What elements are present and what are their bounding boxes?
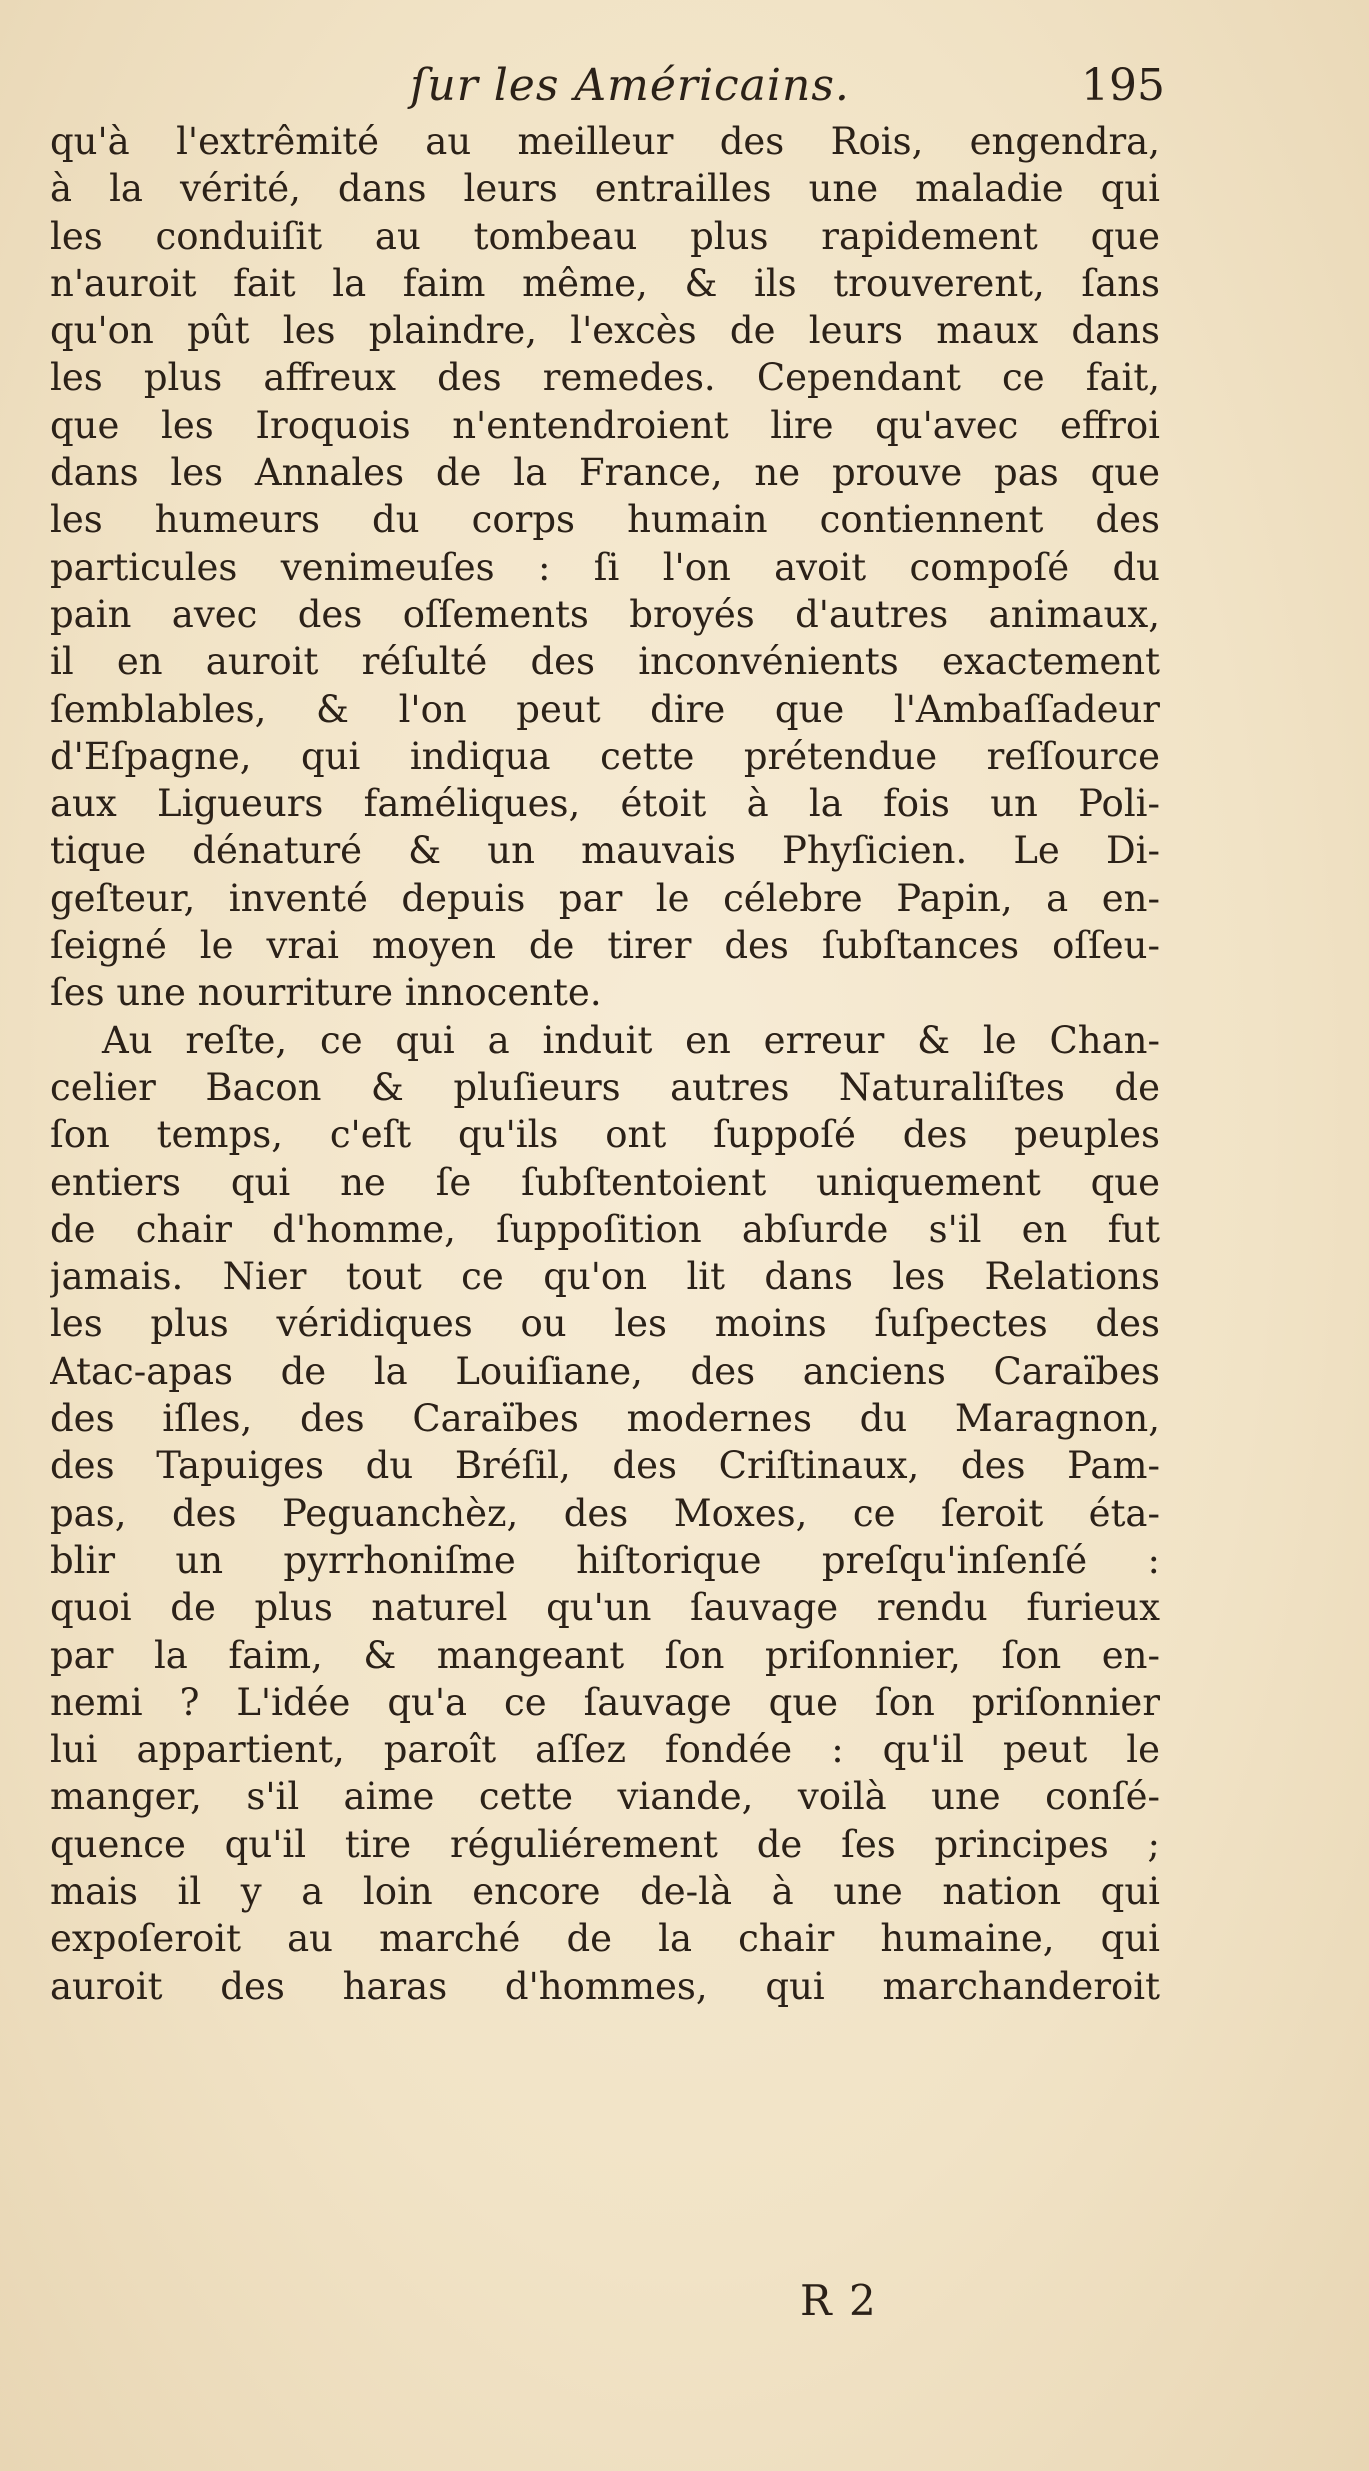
text-line: Au reſte, ce qui a induit en erreur & le Chan- [102, 1018, 1160, 1062]
text-line: quoi de plus naturel qu'un ſauvage rendu furieux [50, 1586, 1160, 1630]
text-line: les conduiſit au tombeau plus rapidement que [50, 214, 1160, 258]
text-line: manger, s'il aime cette viande, voilà une conſé- [50, 1775, 1160, 1819]
text-line: entiers qui ne ſe ſubſtentoient uniquement que [50, 1160, 1160, 1204]
text-line: qu'on pût les plaindre, l'excès de leurs maux dans [50, 309, 1160, 353]
text-line: les plus affreux des remedes. Cependant ce fait, [50, 356, 1160, 400]
text-line: des iſles, des Caraïbes modernes du Maragnon, [50, 1397, 1160, 1441]
text-line: auroit des haras d'hommes, qui marchanderoit [50, 1964, 1160, 2008]
text-line: ſemblables, & l'on peut dire que l'Ambaſſadeur [50, 687, 1160, 731]
text-line: ſes une nourriture innocente. [50, 971, 602, 1015]
text-line: quence qu'il tire réguliérement de ſes principes ; [50, 1822, 1160, 1866]
text-line: particules venimeuſes : ſi l'on avoit compoſé du [50, 545, 1160, 589]
text-line: de chair d'homme, ſuppoſition abſurde s'il en fut [50, 1207, 1160, 1251]
text-line: pain avec des oſſements broyés d'autres animaux, [50, 592, 1160, 636]
text-line: les plus véridiques ou les moins ſuſpectes des [50, 1302, 1160, 1346]
body-text [50, 118, 1160, 2010]
text-line: à la vérité, dans leurs entrailles une maladie qui [50, 167, 1160, 211]
text-line: n'auroit fait la faim même, & ils trouverent, ſans [50, 261, 1160, 305]
text-line: ſon temps, c'eſt qu'ils ont ſuppoſé des peuples [50, 1113, 1160, 1157]
text-line: dans les Annales de la France, ne prouve pas que [50, 451, 1160, 495]
running-title: ſur les Américains. [410, 60, 850, 111]
text-line: les humeurs du corps humain contiennent des [50, 498, 1160, 542]
text-line: mais il y a loin encore de-là à une nation qui [50, 1869, 1160, 1913]
paragraph-1 [50, 118, 1160, 1017]
text-line: celier Bacon & pluſieurs autres Naturaliſtes de [50, 1065, 1160, 1109]
paragraph-2 [50, 1017, 1160, 2010]
text-line: Atac-apas de la Louiſiane, des anciens Caraïbes [50, 1349, 1160, 1393]
signature-mark: R 2 [800, 2276, 878, 2325]
text-line: des Tapuiges du Bréſil, des Criſtinaux, des Pam- [50, 1444, 1160, 1488]
text-line: lui appartient, paroît aſſez fondée : qu'il peut le [50, 1728, 1160, 1772]
text-line: blir un pyrrhoniſme hiſtorique preſqu'inſenſé : [50, 1538, 1160, 1582]
text-line: que les Iroquois n'entendroient lire qu'avec effroi [50, 403, 1160, 447]
text-line: qu'à l'extrêmité au meilleur des Rois, engendra, [50, 120, 1160, 163]
text-line: expoſeroit au marché de la chair humaine, qui [50, 1917, 1160, 1961]
text-line: d'Eſpagne, qui indiqua cette prétendue reſſource [50, 734, 1160, 778]
text-line: aux Ligueurs faméliques, étoit à la fois un Poli- [50, 782, 1160, 826]
page-header [0, 56, 1369, 116]
text-line: geſteur, inventé depuis par le célebre Papin, a en- [50, 876, 1160, 920]
page-number: 195 [1081, 60, 1165, 111]
text-line: pas, des Peguanchèz, des Moxes, ce ſeroit éta- [50, 1491, 1160, 1535]
text-line: ſeigné le vrai moyen de tirer des ſubſtances oſſeu- [50, 924, 1160, 968]
text-line: nemi ? L'idée qu'a ce ſauvage que ſon priſonnier [50, 1680, 1160, 1724]
text-line: tique dénaturé & un mauvais Phyſicien. Le Di- [50, 829, 1160, 873]
text-line: par la faim, & mangeant ſon priſonnier, ſon en- [50, 1633, 1160, 1677]
text-line: jamais. Nier tout ce qu'on lit dans les Relations [50, 1255, 1160, 1299]
text-line: il en auroit réſulté des inconvénients exactement [50, 640, 1160, 684]
